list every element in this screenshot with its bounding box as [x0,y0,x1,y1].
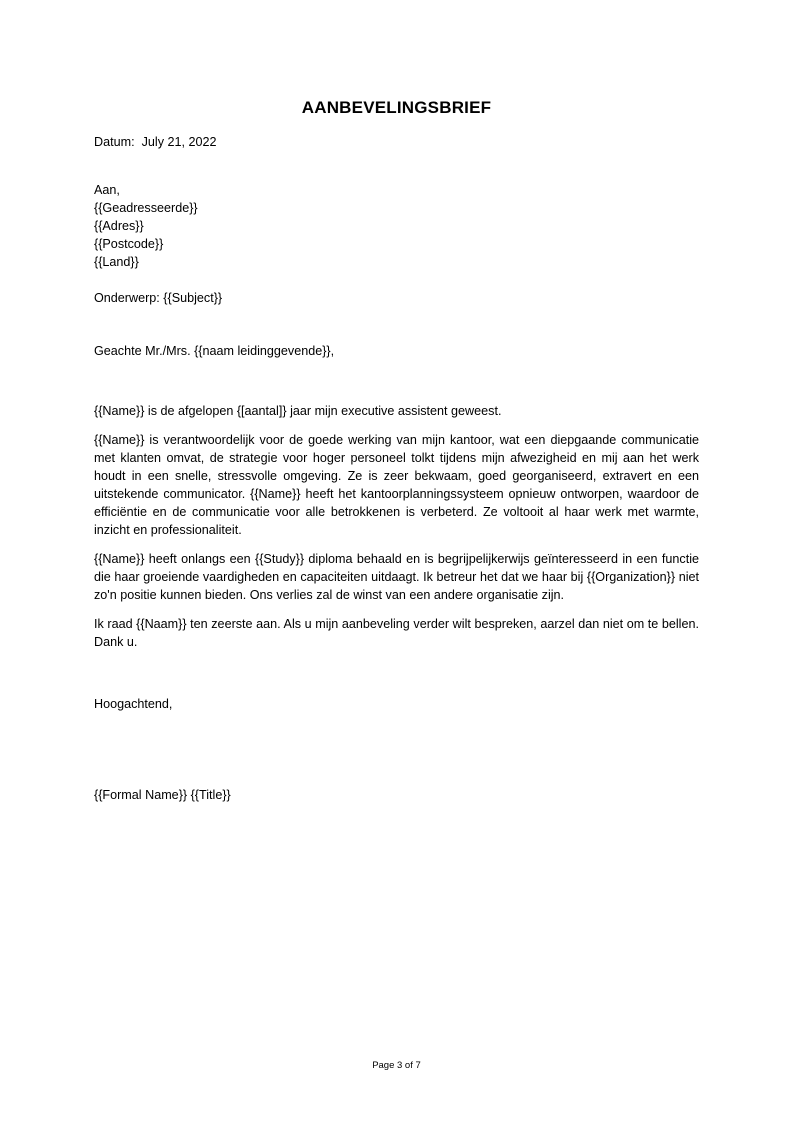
body-paragraph: {{Name}} is de afgelopen {[aantal]} jaar mijn executive assistent geweest. [94,404,502,418]
address-country: {{Land}} [94,255,139,269]
body-paragraph: {{Name}} is verantwoordelijk voor de goede werking van mijn kantoor, wat een diepgaande communicatie met klanten omvat, de strategie voor hoger personeel tolkt tijdens mijn afwezigheid en mij aan het werk houdt in een snelle, stressvolle omgeving. Ze is zeer bekwaam, goed georganiseerd, extravert en een uitstekende communicator. {{Name}} heeft het kantoorplanningssysteem opnieuw ontworpen, waardoor de efficiëntie en de communicatie voor alle betrokkenen is verbeterd. Ze voltooit al haar werk met warmte, inzicht en professionaliteit. [94,433,699,537]
page-number: Page 3 of 7 [372,1060,421,1071]
date-label: Datum: [94,135,135,149]
recipient-address [94,181,198,271]
address-postcode: {{Postcode}} [94,237,164,251]
body-paragraph: {{Name}} heeft onlangs een {{Study}} diploma behaald en is begrijpelijkerwijs geïnteresseerd in een functie die haar groeiende vaardigheden en capaciteiten uitdaagt. Ik betreur het dat we haar bij {{Organization}} niet zo'n positie kunnen bieden. Ons verlies zal de winst van een andere organisatie zijn. [94,552,699,602]
address-to: Aan, [94,183,120,197]
address-street: {{Adres}} [94,219,144,233]
body-paragraph: Ik raad {{Naam}} ten zeerste aan. Als u mijn aanbeveling verder wilt bespreken, aarzel dan niet om te bellen. Dank u. [94,617,699,649]
date-value: July 21, 2022 [141,135,217,149]
letter-body [94,402,699,662]
subject-line: Onderwerp: {{Subject}} [94,291,223,305]
salutation: Geachte Mr./Mrs. {{naam leidinggevende}}, [94,344,335,358]
date-line [94,133,217,151]
signature: {{Formal Name}} {{Title}} [94,788,231,802]
closing: Hoogachtend, [94,697,173,711]
address-addressee: {{Geadresseerde}} [94,201,198,215]
letter-title: AANBEVELINGSBRIEF [301,98,492,117]
